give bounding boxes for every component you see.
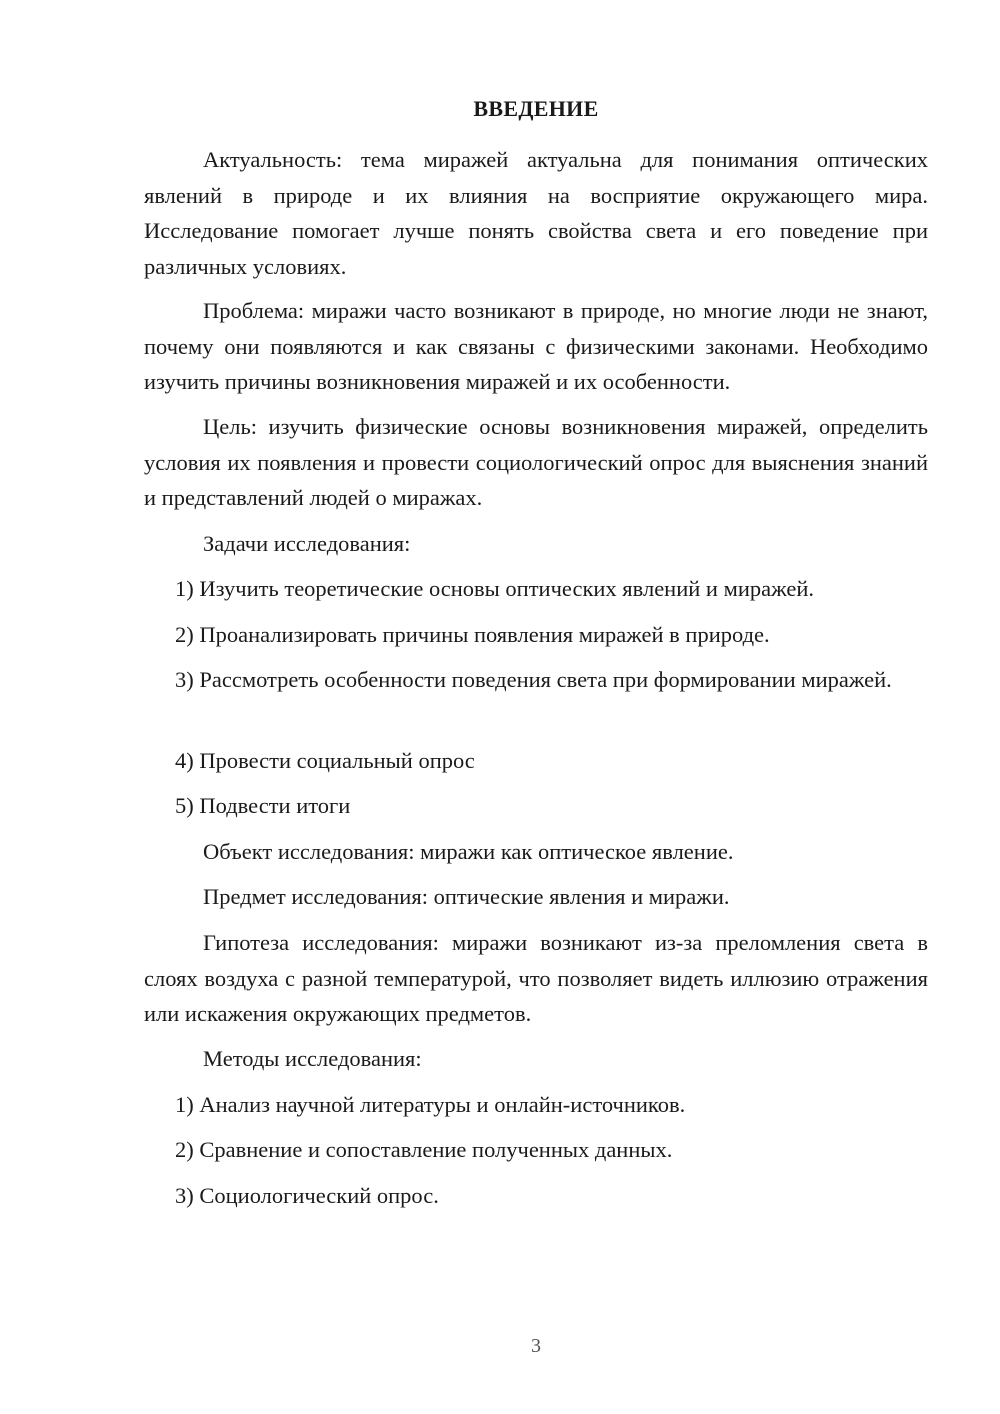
research-subject: Предмет исследования: оптические явления и миражи. xyxy=(203,884,730,909)
relevance-paragraph: Актуальность: тема миражей актуальна для понимания оптических явлений в природе и их влияния на восприятие окружающего мира. Исследование помогает лучше понять свойства света и его поведение при различных условиях. xyxy=(144,147,928,279)
page-number: 3 xyxy=(531,1335,541,1357)
task-item-5: 5) Подвести итоги xyxy=(175,793,351,818)
method-item xyxy=(144,1178,928,1214)
tasks-heading: Задачи исследования: xyxy=(203,531,411,556)
relevance-paragraph-block xyxy=(144,142,928,284)
methods-heading-block xyxy=(144,1041,928,1077)
method-item xyxy=(144,1087,928,1123)
problem-paragraph: Проблема: миражи часто возникают в природе, но многие люди не знают, почему они появляются и как связаны с физическими законами. Необходимо изучить причины возникновения миражей и их особенности. xyxy=(144,298,928,394)
hypothesis-paragraph-block xyxy=(144,925,928,1032)
method-item-3: 3) Социологический опрос. xyxy=(175,1183,439,1208)
hypothesis-paragraph: Гипотеза исследования: миражи возникают из-за преломления света в слоях воздуха с разной температурой, что позволяет видеть иллюзию отражения или искажения окружающих предметов. xyxy=(144,930,928,1026)
task-item xyxy=(144,662,928,698)
task-item xyxy=(144,617,928,653)
research-object: Объект исследования: миражи как оптическое явление. xyxy=(203,839,734,864)
task-item xyxy=(144,788,928,824)
task-item-1: 1) Изучить теоретические основы оптических явлений и миражей. xyxy=(175,576,815,601)
section-title: ВВЕДЕНИЕ xyxy=(473,96,599,121)
subject-line-block xyxy=(144,879,928,915)
task-item-2: 2) Проанализировать причины появления миражей в природе. xyxy=(175,622,770,647)
goal-paragraph: Цель: изучить физические основы возникновения миражей, определить условия их появления и провести социологический опрос для выяснения знаний и представлений людей о миражах. xyxy=(144,414,928,510)
object-line-block xyxy=(144,834,928,870)
task-item xyxy=(144,743,928,779)
problem-paragraph-block xyxy=(144,293,928,400)
task-item-4: 4) Провести социальный опрос xyxy=(175,748,475,773)
task-item xyxy=(144,571,928,607)
method-item xyxy=(144,1132,928,1168)
method-item-1: 1) Анализ научной литературы и онлайн-источников. xyxy=(175,1092,686,1117)
methods-heading: Методы исследования: xyxy=(203,1046,422,1071)
task-item-3: 3) Рассмотреть особенности поведения света при формировании миражей. xyxy=(175,667,892,692)
method-item-2: 2) Сравнение и сопоставление полученных данных. xyxy=(175,1137,673,1162)
goal-paragraph-block xyxy=(144,409,928,516)
tasks-heading-block xyxy=(144,526,928,562)
